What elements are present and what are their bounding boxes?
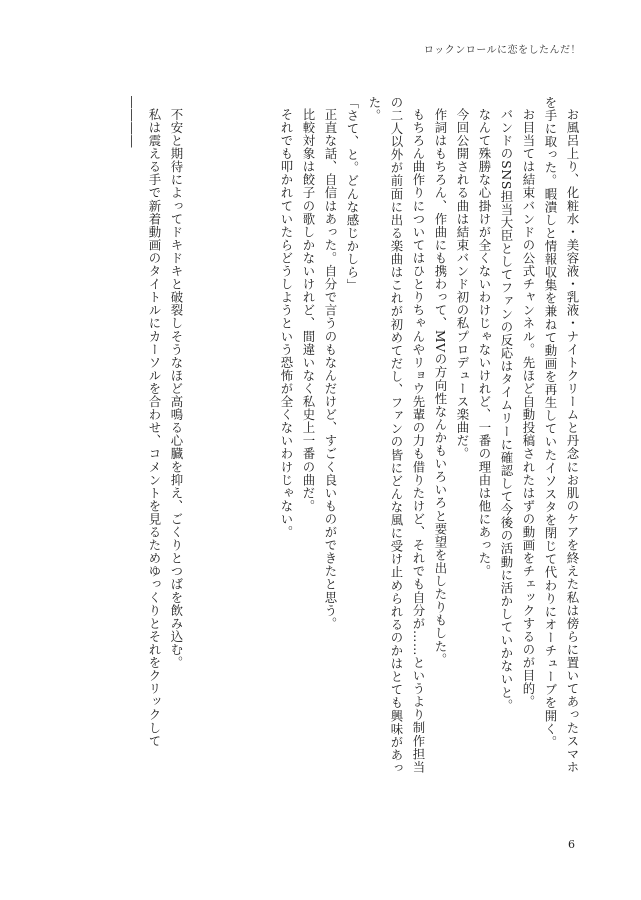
- paragraph: お風呂上り、化粧水・美容液・乳液・ナイトクリームと丹念にお肌のケアを終えた私は傍らに置いてあったスマホを手に取った。暇潰しと情報収集を兼ねて動画を再生していたイソスタを閉じて代わりにオーチューブを開く。: [543, 96, 580, 774]
- paragraph: 私は震える手で新着動画のタイトルにカーソルを合わせ、コメントを見るためゆっくりとそれをクリックして――――: [125, 96, 162, 748]
- body-text: [58, 96, 583, 786]
- paragraph: お目当ては結束バンドの公式チャンネル。先ほど自動投稿されたはずの動画をチェックするのが目的。: [521, 108, 536, 709]
- running-header: ロックンロールに恋をしたんだ！: [423, 45, 581, 56]
- paragraph: 不安と期待によってドキドキと破裂しそうなほど高鳴る心臓を抑え、ごくりとつばを飲み込む。: [169, 108, 184, 670]
- paragraph: なんて殊勝な心掛けが全くないわけじゃないけれど、一番の理由は他にあった。: [477, 108, 492, 579]
- paragraph: バンドのSNS担当大臣としてファンの反応はタイムリーに確認して今後の活動に活かしていかないと。: [499, 108, 514, 713]
- paragraph: それでも叩かれていたらどうしようという恐怖が全くないわけじゃない。: [279, 108, 294, 540]
- paragraph: 作詞はもちろん、作曲にも携わって、MVの方向性なんかもいろいろと要望を出したりもした。: [433, 108, 448, 667]
- paragraph: 正直な話、自信はあった。自分で言うのもなんだけど、すごく良いものができたと思う。: [323, 108, 338, 631]
- page-number: 6: [568, 838, 575, 851]
- paragraph: もちろん曲作りについてはひとりちゃんやリョウ先輩の力も借りたけど、それでも自分が……というより制作担当の二人以外が前面に出る楽曲はこれが初めてだし、ファンの皆にどんな風に受け止められるのかはとても興味があった。: [367, 96, 426, 775]
- paragraph: 今回公開される曲は結束バンド初の私プロデュース楽曲だ。: [455, 108, 470, 461]
- paragraph: 比較対象は餃子の歌しかないけれど、間違いなく私史上一番の曲だ。: [301, 108, 316, 513]
- dialogue-line: 「さて、と。どんな感じかしら」: [345, 96, 360, 292]
